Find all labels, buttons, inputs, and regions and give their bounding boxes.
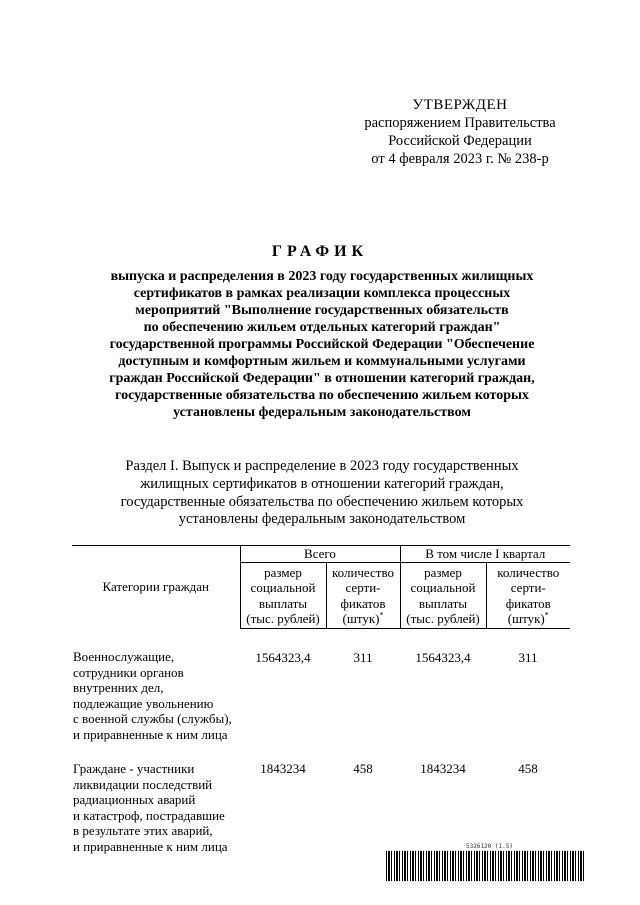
column-header-q1-count: количество серти- фикатов (штук)* — [486, 562, 570, 628]
subtitle-line: сертификатов в рамках реализации комплекса процессных — [133, 286, 511, 301]
cell-q1-payment: 1843234 — [420, 761, 466, 776]
row-category: Военнослужащие, сотрудники органов внутренних дел, подлежащие увольнению с военной службы (службы), и приравненные к ним лица — [73, 649, 232, 742]
section-line: государственные обязательства по обеспечению жильем которых — [120, 493, 524, 510]
table-row — [72, 628, 570, 743]
barcode-caption: 5326120 (1.5) — [466, 843, 513, 850]
distribution-table — [72, 545, 570, 855]
section-line: жилищных сертификатов в отношении категорий граждан, — [140, 475, 504, 492]
cell-q1-count: 311 — [518, 649, 538, 665]
table-row — [72, 743, 570, 855]
subtitle-line: государственные обязательства по обеспечению жильем которых — [115, 388, 529, 403]
cell-total-payment: 1564323,4 — [255, 649, 311, 665]
subtitle-line: государственной программы Российской Федерации "Обеспечение — [109, 337, 535, 352]
barcode-image — [386, 851, 586, 881]
section-line: Раздел I. Выпуск и распределение в 2023 году государственных — [125, 458, 519, 474]
approval-line: от 4 февраля 2023 г. № 238-р — [371, 151, 549, 167]
document-subtitle — [72, 268, 572, 421]
subtitle-line: граждан Российской Федерации" в отношении категорий граждан, — [109, 371, 535, 386]
approval-line: Российской Федерации — [388, 133, 532, 149]
document-title: ГРАФИК — [271, 243, 369, 260]
cell-q1-count: 458 — [518, 761, 538, 776]
approval-heading: УТВЕРЖДЕН — [412, 97, 508, 113]
subtitle-line: по обеспечению жильем отдельных категорий граждан" — [143, 320, 501, 335]
cell-total-count: 311 — [353, 649, 373, 665]
subtitle-line: установлены федеральным законодательством — [173, 405, 471, 420]
cell-total-count: 458 — [353, 761, 373, 776]
cell-q1-payment: 1564323,4 — [415, 649, 471, 665]
cell-total-payment: 1843234 — [260, 761, 306, 776]
subtitle-line: доступным и комфортным жильем и коммунальными услугами — [118, 354, 526, 369]
subtitle-line: выпуска и распределения в 2023 году государственных жилищных — [110, 269, 534, 284]
approval-block — [340, 96, 580, 168]
column-group-total: Всего — [240, 546, 400, 563]
section-line: установлены федеральным законодательством — [178, 511, 466, 528]
section-heading — [72, 458, 572, 529]
column-group-q1: В том числе I квартал — [400, 546, 570, 563]
approval-line: распоряжением Правительства — [364, 115, 556, 131]
subtitle-line: мероприятий "Выполнение государственных обязательств — [135, 303, 509, 318]
column-header-q1-payment: размер социальной выплаты (тыс. рублей) — [400, 562, 486, 628]
column-header-total-count: количество серти- фикатов (штук)* — [326, 562, 400, 628]
column-header-total-payment: размер социальной выплаты (тыс. рублей) — [240, 562, 326, 628]
column-header-category: Категории граждан — [72, 546, 240, 629]
row-category: Граждане - участники ликвидации последствий радиационных аварий и катастроф, пострадавшие в результате этих аварий, и приравненные к ним лица — [73, 761, 228, 854]
